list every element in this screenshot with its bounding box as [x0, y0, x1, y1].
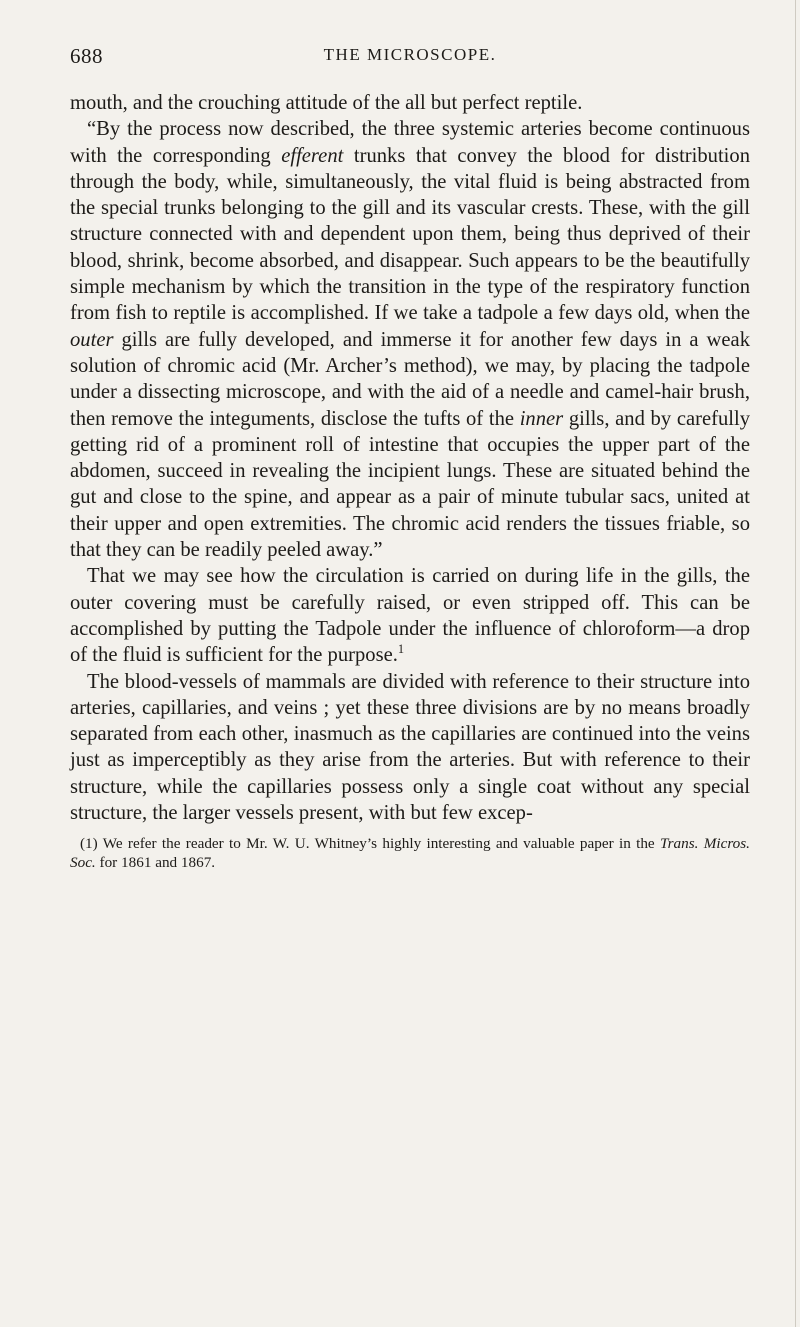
body-text: [70, 90, 750, 826]
paragraph-p3: [70, 563, 750, 668]
text-run: The blood-vessels of mammals are divided with reference to their structure into arteries, capillaries, and veins ; yet these three divisions are by no means broadly separated from each other, inasmuch as the capillaries are continued into the veins just as imperceptibly as they arise from the arteries. But with reference to their structure, while the capillaries possess only a single coat without any special structure, the larger vessels present, with but few excep-: [70, 670, 750, 825]
page-number: 688: [70, 44, 103, 68]
book-page: [70, 44, 750, 872]
page-edge-line: [795, 0, 796, 1327]
italic-text: inner: [519, 407, 564, 430]
paragraph-p2: [70, 116, 750, 563]
italic-text: efferent: [281, 144, 344, 167]
running-title: THE MICROSCOPE.: [323, 45, 497, 64]
text-run: “By the process now described, the three systemic arteries become continuous with the corresponding: [70, 118, 750, 167]
paragraph-p1: [70, 90, 750, 116]
page-header: [70, 44, 750, 74]
italic-text: outer: [70, 328, 114, 351]
text-run: gills are fully developed, and immerse it for another few days in a weak solution of chromic acid (Mr. Archer’s method), we may, by placing the tadpole under a dissecting microscope, and with the aid of a needle and camel-hair brush, then remove the integuments, disclose the tufts of the: [70, 328, 750, 430]
text-run: mouth, and the crouching attitude of the all but perfect reptile.: [70, 92, 583, 114]
text-run: for 1861 and 1867.: [95, 854, 216, 872]
text-run: gills, and by carefully getting rid of a prominent roll of intestine that occupies the upper part of the abdomen, succeed in revealing the incipient lungs. These are situated behind the gut and close to the spine, and appear as a pair of minute tubular sacs, united at their upper and open extremities. The chromic acid renders the tissues friable, so that they can be readily peeled away.”: [70, 407, 750, 562]
text-run: trunks that convey the blood for distribution through the body, while, simultaneously, the vital fluid is being abstracted from the special trunks belonging to the gill and its vascular crests. These, with the gill structure connected with and dependent upon them, being thus deprived of their blood, shrink, become absorbed, and disappear. Such appears to be the beautifully simple mechanism by which the transition in the type of the respiratory function from fish to reptile is accomplished. If we take a tadpole a few days old, when the: [70, 144, 750, 325]
footnote-marker: 1: [397, 642, 405, 657]
text-run: (1) We refer the reader to Mr. W. U. Whitney’s highly interesting and valuable paper in the: [80, 835, 660, 853]
paragraph-p4: [70, 669, 750, 827]
footnote: [70, 834, 750, 872]
italic-text: Trans. Micros. Soc.: [70, 835, 750, 872]
text-run: That we may see how the circulation is carried on during life in the gills, the outer covering must be carefully raised, or even stripped off. This can be accomplished by putting the Tadpole under the influence of chloroform—a drop of the fluid is sufficient for the purpose.: [70, 565, 750, 667]
